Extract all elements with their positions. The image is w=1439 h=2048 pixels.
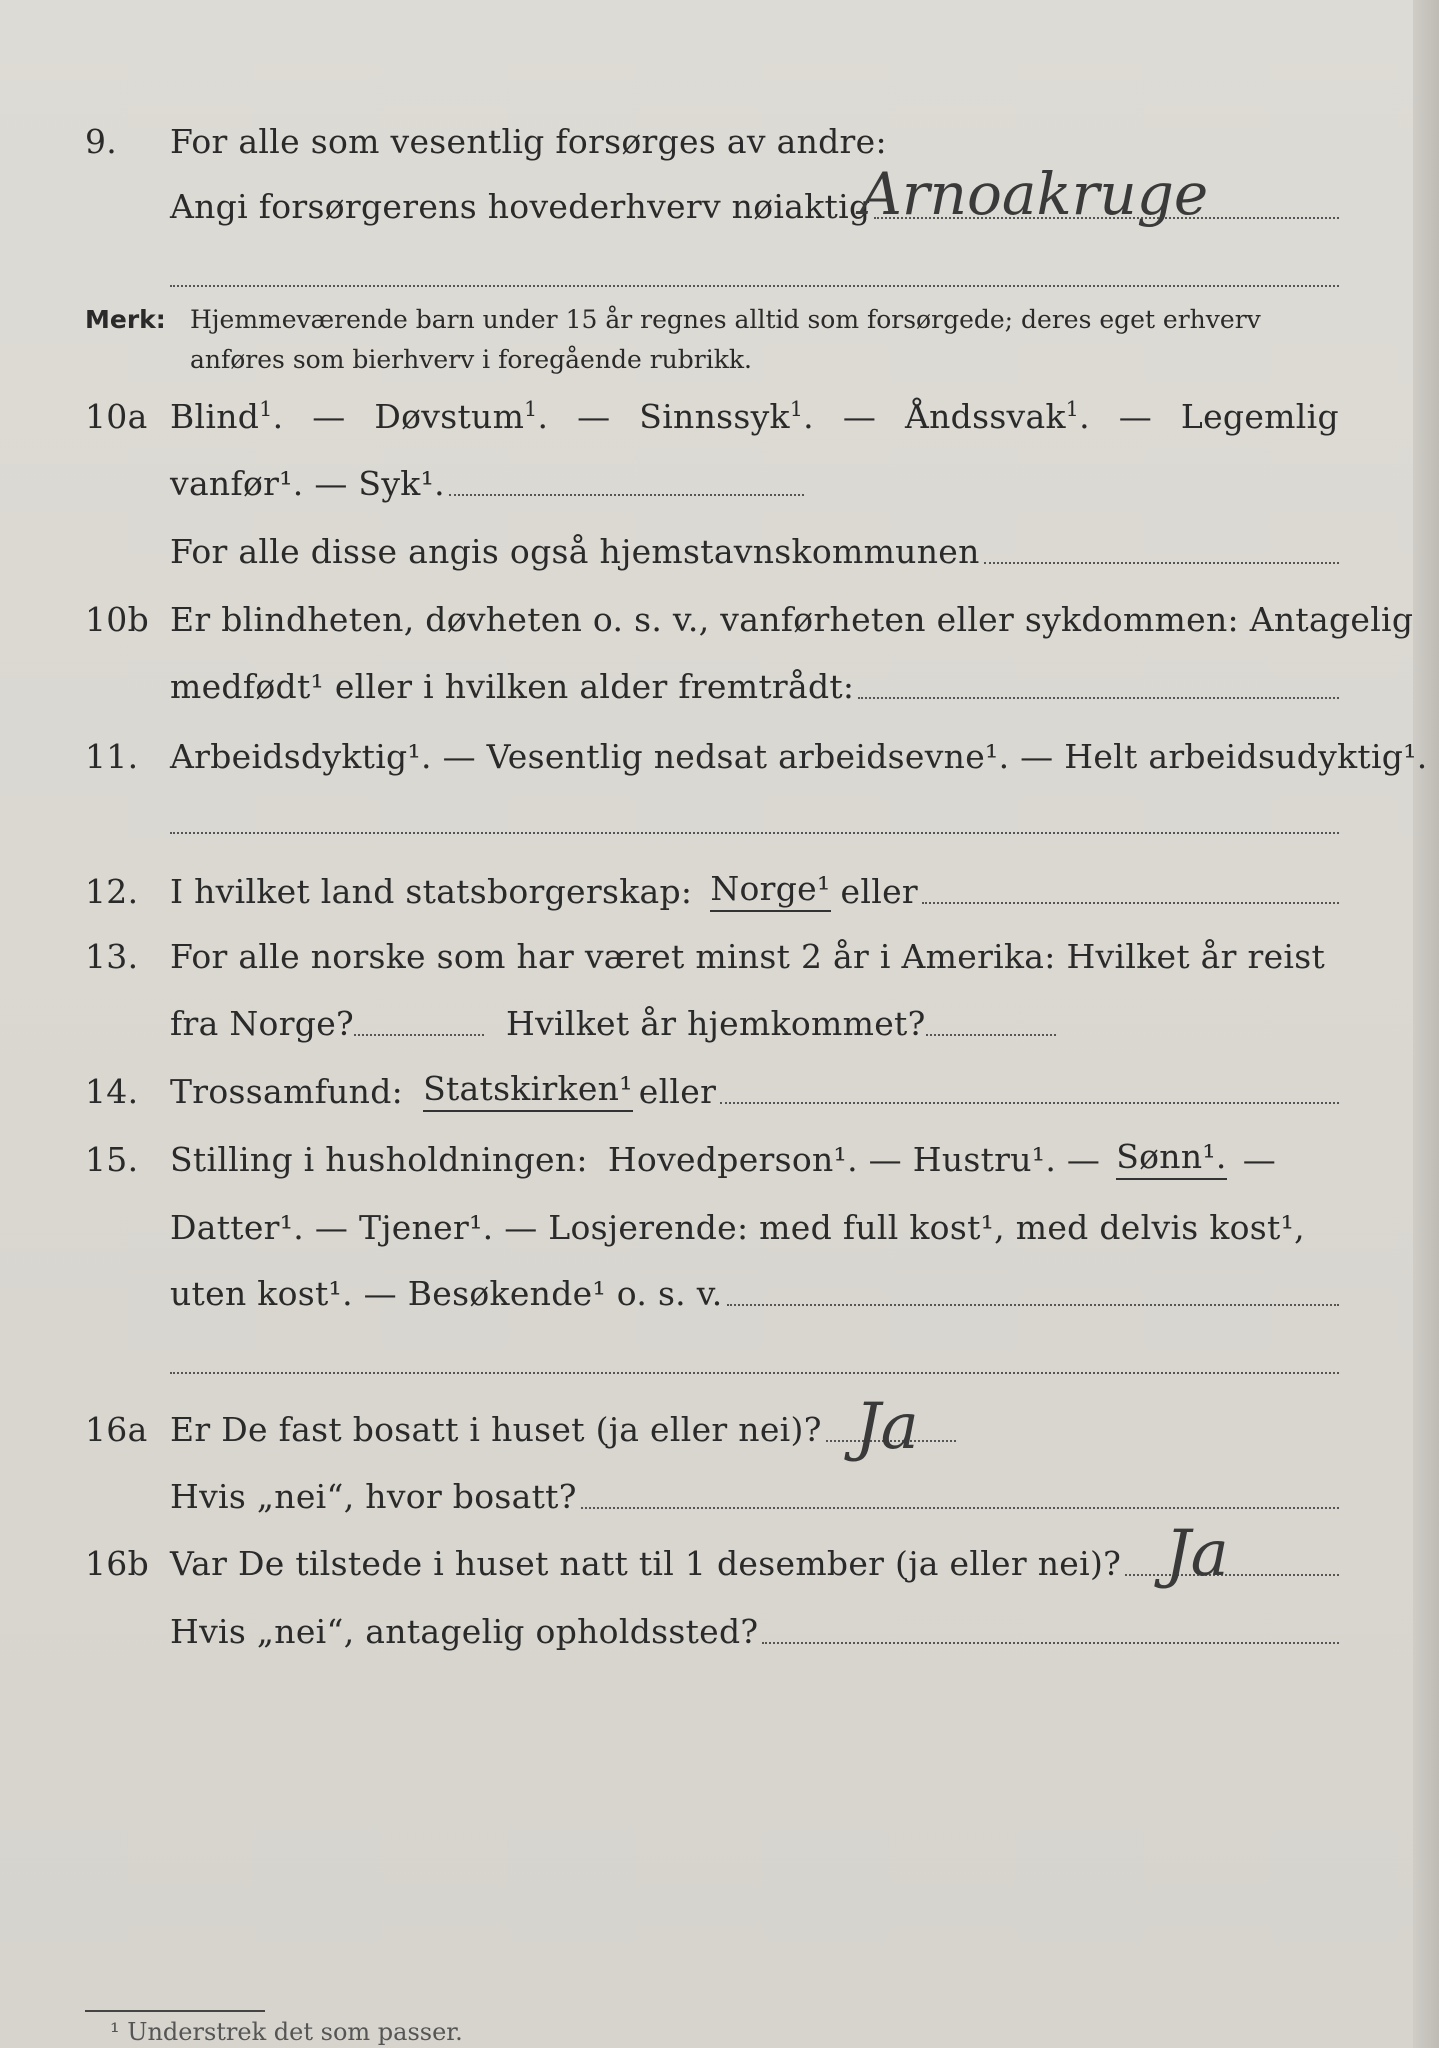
q11-number: 11. (85, 737, 139, 777)
opt-andssvak: Åndssvak (904, 397, 1066, 437)
q15-answer-line (727, 1304, 1339, 1306)
q9-text1: For alle som vesentlig forsørges av andre: (170, 122, 887, 162)
q10a-kommune-line (984, 562, 1339, 564)
q16a-bosatt-line (581, 1507, 1339, 1509)
q16a-line2 (85, 1465, 1339, 1525)
q16b-text1: Var De tilstede i huset natt til 1 desember (ja eller nei)? (170, 1544, 1122, 1584)
q14-statskirken-underlined: Statskirken¹ (423, 1069, 633, 1112)
q10a-line1: 10a Blind$^1$. — Døvstum$^1$. — Sinnssyk$^1$. — Åndssvak$^1$. — Legemlig (85, 397, 1339, 437)
q14-line1 (85, 1060, 1339, 1120)
merk-line1: Hjemmeværende barn under 15 år regnes alltid som forsørgede; deres eget erhverv (190, 305, 1261, 334)
q10b-line2 (85, 655, 1339, 715)
q16b-opholdssted-line (762, 1642, 1339, 1644)
q9-text2: Angi forsørgerens hovederhverv nøiaktig (170, 187, 871, 227)
q14-prefix: Trossamfund: (170, 1072, 404, 1112)
q13-line2 (85, 992, 1339, 1052)
opt-sinnssyk: Sinnssyk (639, 397, 790, 437)
q14-number: 14. (85, 1072, 139, 1112)
q12-answer-line (922, 902, 1339, 904)
opt-legemlig: Legemlig (1180, 397, 1339, 437)
q10b-line1 (85, 588, 1414, 648)
q11-text1: Arbeidsdyktig¹. — Vesentlig nedsat arbeidsevne¹. — Helt arbeidsudyktig¹. (170, 737, 1428, 777)
q16b-number: 16b (85, 1544, 150, 1584)
q13-reist-line (354, 1034, 484, 1036)
q15-line3 (85, 1262, 1339, 1322)
q9-extra-line (170, 285, 1339, 287)
q16a-handwritten-answer: Ja (855, 1390, 919, 1464)
q14-suffix: eller (638, 1072, 717, 1112)
q15-text1a: Stilling i husholdningen: (170, 1140, 588, 1180)
opt-blind: Blind (170, 397, 260, 437)
q11-extra-line (170, 832, 1339, 834)
q13-line1 (85, 925, 1339, 985)
q15-line1 (85, 1128, 1339, 1188)
q15-text1c: — (1242, 1140, 1277, 1180)
q10b-number: 10b (85, 600, 150, 640)
q15-text2: Datter¹. — Tjener¹. — Losjerende: med full kost¹, med delvis kost¹, (170, 1208, 1305, 1248)
q11-line1 (85, 725, 1428, 785)
q15-text1b: Hovedperson¹. — Hustru¹. — (607, 1140, 1101, 1180)
q12-suffix: eller (840, 872, 918, 912)
footnote: ¹ Understrek det som passer. (110, 2018, 463, 2046)
q13-hjem-line (926, 1034, 1056, 1036)
q13-text2b: Hvilket år hjemkommet? (506, 1004, 926, 1044)
q9-handwritten-answer: Arnoakruge (860, 160, 1209, 228)
q16a-text2: Hvis „nei“, hvor bosatt? (170, 1477, 577, 1517)
q10b-answer-line (858, 697, 1339, 699)
page-edge (1413, 0, 1439, 2048)
q16b-line1 (85, 1532, 1339, 1592)
q16a-number: 16a (85, 1410, 148, 1450)
q10a-number: 10a (85, 397, 148, 437)
q10a-text3: For alle disse angis også hjemstavnskommunen (170, 532, 980, 572)
q16b-handwritten-answer: Ja (1165, 1517, 1229, 1591)
q16a-text1: Er De fast bosatt i huset (ja eller nei)? (170, 1410, 822, 1450)
q10b-text2: medfødt¹ eller i hvilken alder fremtrådt: (170, 667, 855, 707)
q16b-line2 (85, 1600, 1339, 1660)
merk-label: Merk: (85, 305, 166, 334)
q12-prefix: I hvilket land statsborgerskap: (170, 872, 693, 912)
q9-number: 9. (85, 122, 118, 162)
q12-line1 (85, 860, 1339, 920)
q10a-syk-line (449, 494, 804, 496)
q15-extra-line (170, 1372, 1339, 1374)
q13-number: 13. (85, 937, 139, 977)
q15-text3: uten kost¹. — Besøkende¹ o. s. v. (170, 1274, 723, 1314)
q13-text1: For alle norske som har været minst 2 år i Amerika: Hvilket år reist (170, 937, 1326, 977)
q10b-text1: Er blindheten, døvheten o. s. v., vanførheten eller sykdommen: Antagelig (170, 600, 1414, 640)
merk-line2: anføres som bierhverv i foregående rubrikk. (190, 345, 752, 374)
q16b-text2: Hvis „nei“, antagelig opholdssted? (170, 1612, 759, 1652)
q15-number: 15. (85, 1140, 139, 1180)
q10a-text2: vanfør¹. — Syk¹. (170, 464, 445, 504)
q16b-answer-line (1125, 1574, 1339, 1576)
q12-number: 12. (85, 872, 139, 912)
q13-text2a: fra Norge? (170, 1004, 355, 1044)
q10a-line3 (85, 520, 1339, 580)
q14-answer-line (720, 1102, 1339, 1104)
q15-line2 (85, 1196, 1339, 1256)
footnote-rule (85, 2010, 265, 2012)
q15-sonn-underlined: Sønn¹. (1116, 1137, 1227, 1180)
opt-dovstum: Døvstum (374, 397, 525, 437)
q12-norge-underlined: Norge¹ (710, 869, 830, 912)
q10a-line2 (85, 452, 1339, 512)
q16a-line1 (85, 1398, 1339, 1458)
